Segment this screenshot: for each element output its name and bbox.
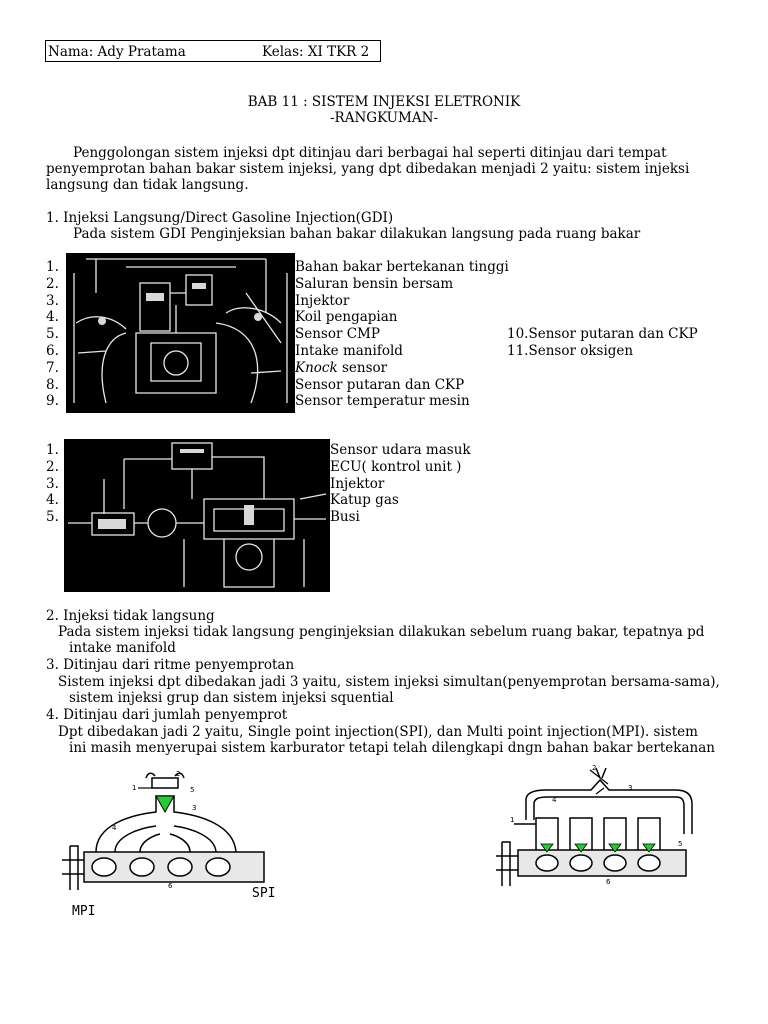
mpi-number: 2 [592,764,597,772]
mpi-number: 6 [606,878,611,886]
section1-heading: 1. Injeksi Langsung/Direct Gasoline Injection(GDI) [46,210,394,226]
intro-line-2: penyemprotan bahan bakar sistem injeksi, yang dpt dibedakan menjadi 2 yaitu: sistem injeksi [46,161,690,177]
mpi-number: 5 [678,840,683,848]
section3-text: sistem injeksi grup dan sistem injeksi squential [69,690,394,706]
list2-number: 2. [46,458,59,475]
list2-label: ECU( kontrol unit ) [330,458,462,475]
list1-number: 4. [46,309,59,326]
injection-system-drawing [64,439,330,592]
list2-number: 5. [46,509,59,526]
injection-system-diagram [64,439,330,592]
list1-label: Koil pengapian [295,309,398,326]
section3-text: Sistem injeksi dpt dibedakan jadi 3 yaitu, sistem injeksi simultan(penyemprotan bersama-sama), [58,674,720,690]
list2-label: Injektor [330,475,385,492]
list1-label: Injektor [295,292,350,309]
mpi-number: 1 [510,816,515,824]
student-class: Kelas: XI TKR 2 [262,44,370,60]
knock-word: Knock [295,359,338,376]
list1-label-knock [295,360,387,377]
spi-manifold-diagram [60,770,270,890]
list1-label: Sensor temperatur mesin [295,393,470,410]
intro-line-1: Penggolongan sistem injeksi dpt ditinjau dari berbagai hal seperti ditinjau dari tempat [73,145,667,161]
spi-caption: SPI [252,886,276,901]
list1-label: Saluran bensin bersam [295,275,454,292]
spi-number: 4 [112,824,117,832]
list1-number: 5. [46,326,59,343]
list1-label: Sensor CMP [295,326,380,343]
intro-line-3: langsung dan tidak langsung. [46,177,249,193]
list1-extra-label: 10.Sensor putaran dan CKP [507,326,698,343]
spi-number: 2 [176,770,181,778]
section4-text: Dpt dibedakan jadi 2 yaitu, Single point injection(SPI), dan Multi point injection(MPI). sistem [58,724,698,740]
mpi-number: 4 [552,796,557,804]
chapter-subtitle: -RANGKUMAN- [330,110,438,126]
section2-text: intake manifold [69,640,176,656]
student-info-box [45,40,381,62]
section1-text: Pada sistem GDI Penginjeksian bahan bakar dilakukan langsung pada ruang bakar [73,226,641,242]
spi-number: 3 [192,804,197,812]
section2-heading: 2. Injeksi tidak langsung [46,608,215,624]
list2-number: 1. [46,442,59,458]
section2-text: Pada sistem injeksi tidak langsung penginjeksian dilakukan sebelum ruang bakar, tepatnya pd [58,624,705,640]
list2-number: 4. [46,492,59,509]
gdi-engine-diagram [66,253,295,413]
section4-heading: 4. Ditinjau dari jumlah penyemprot [46,707,288,723]
list1-label: sensor [341,359,388,376]
list1-label: Sensor putaran dan CKP [295,376,465,393]
list1-extra-label: 11.Sensor oksigen [507,343,634,359]
chapter-title: BAB 11 : SISTEM INJEKSI ELETRONIK [247,94,521,110]
list2-label: Katup gas [330,492,399,509]
mpi-manifold-diagram [496,762,706,890]
spi-number: 5 [190,786,195,794]
list1-number: 3. [46,292,59,309]
list1-number: 2. [46,275,59,292]
list1-number: 7. [46,359,59,376]
list1-number: 6. [46,343,59,359]
list1-number: 8. [46,376,59,393]
spi-number: 1 [132,784,137,792]
list1-number: 9. [46,393,59,410]
section4-text: ini masih menyerupai sistem karburator tetapi telah dilengkapi dngn bahan bakar bertekanan [69,740,715,756]
list1-number: 1. [46,259,59,275]
section3-heading: 3. Ditinjau dari ritme penyemprotan [46,657,295,673]
spi-number: 6 [168,882,173,890]
mpi-caption: MPI [72,904,96,919]
list2-label: Sensor udara masuk [330,442,471,458]
mpi-number: 3 [628,784,633,792]
list1-label: Bahan bakar bertekanan tinggi [295,259,509,275]
list1-label: Intake manifold [295,343,403,359]
student-name: Nama: Ady Pratama [48,44,186,60]
list2-number: 3. [46,475,59,492]
list2-label: Busi [330,509,360,526]
gdi-engine-drawing [66,253,295,413]
